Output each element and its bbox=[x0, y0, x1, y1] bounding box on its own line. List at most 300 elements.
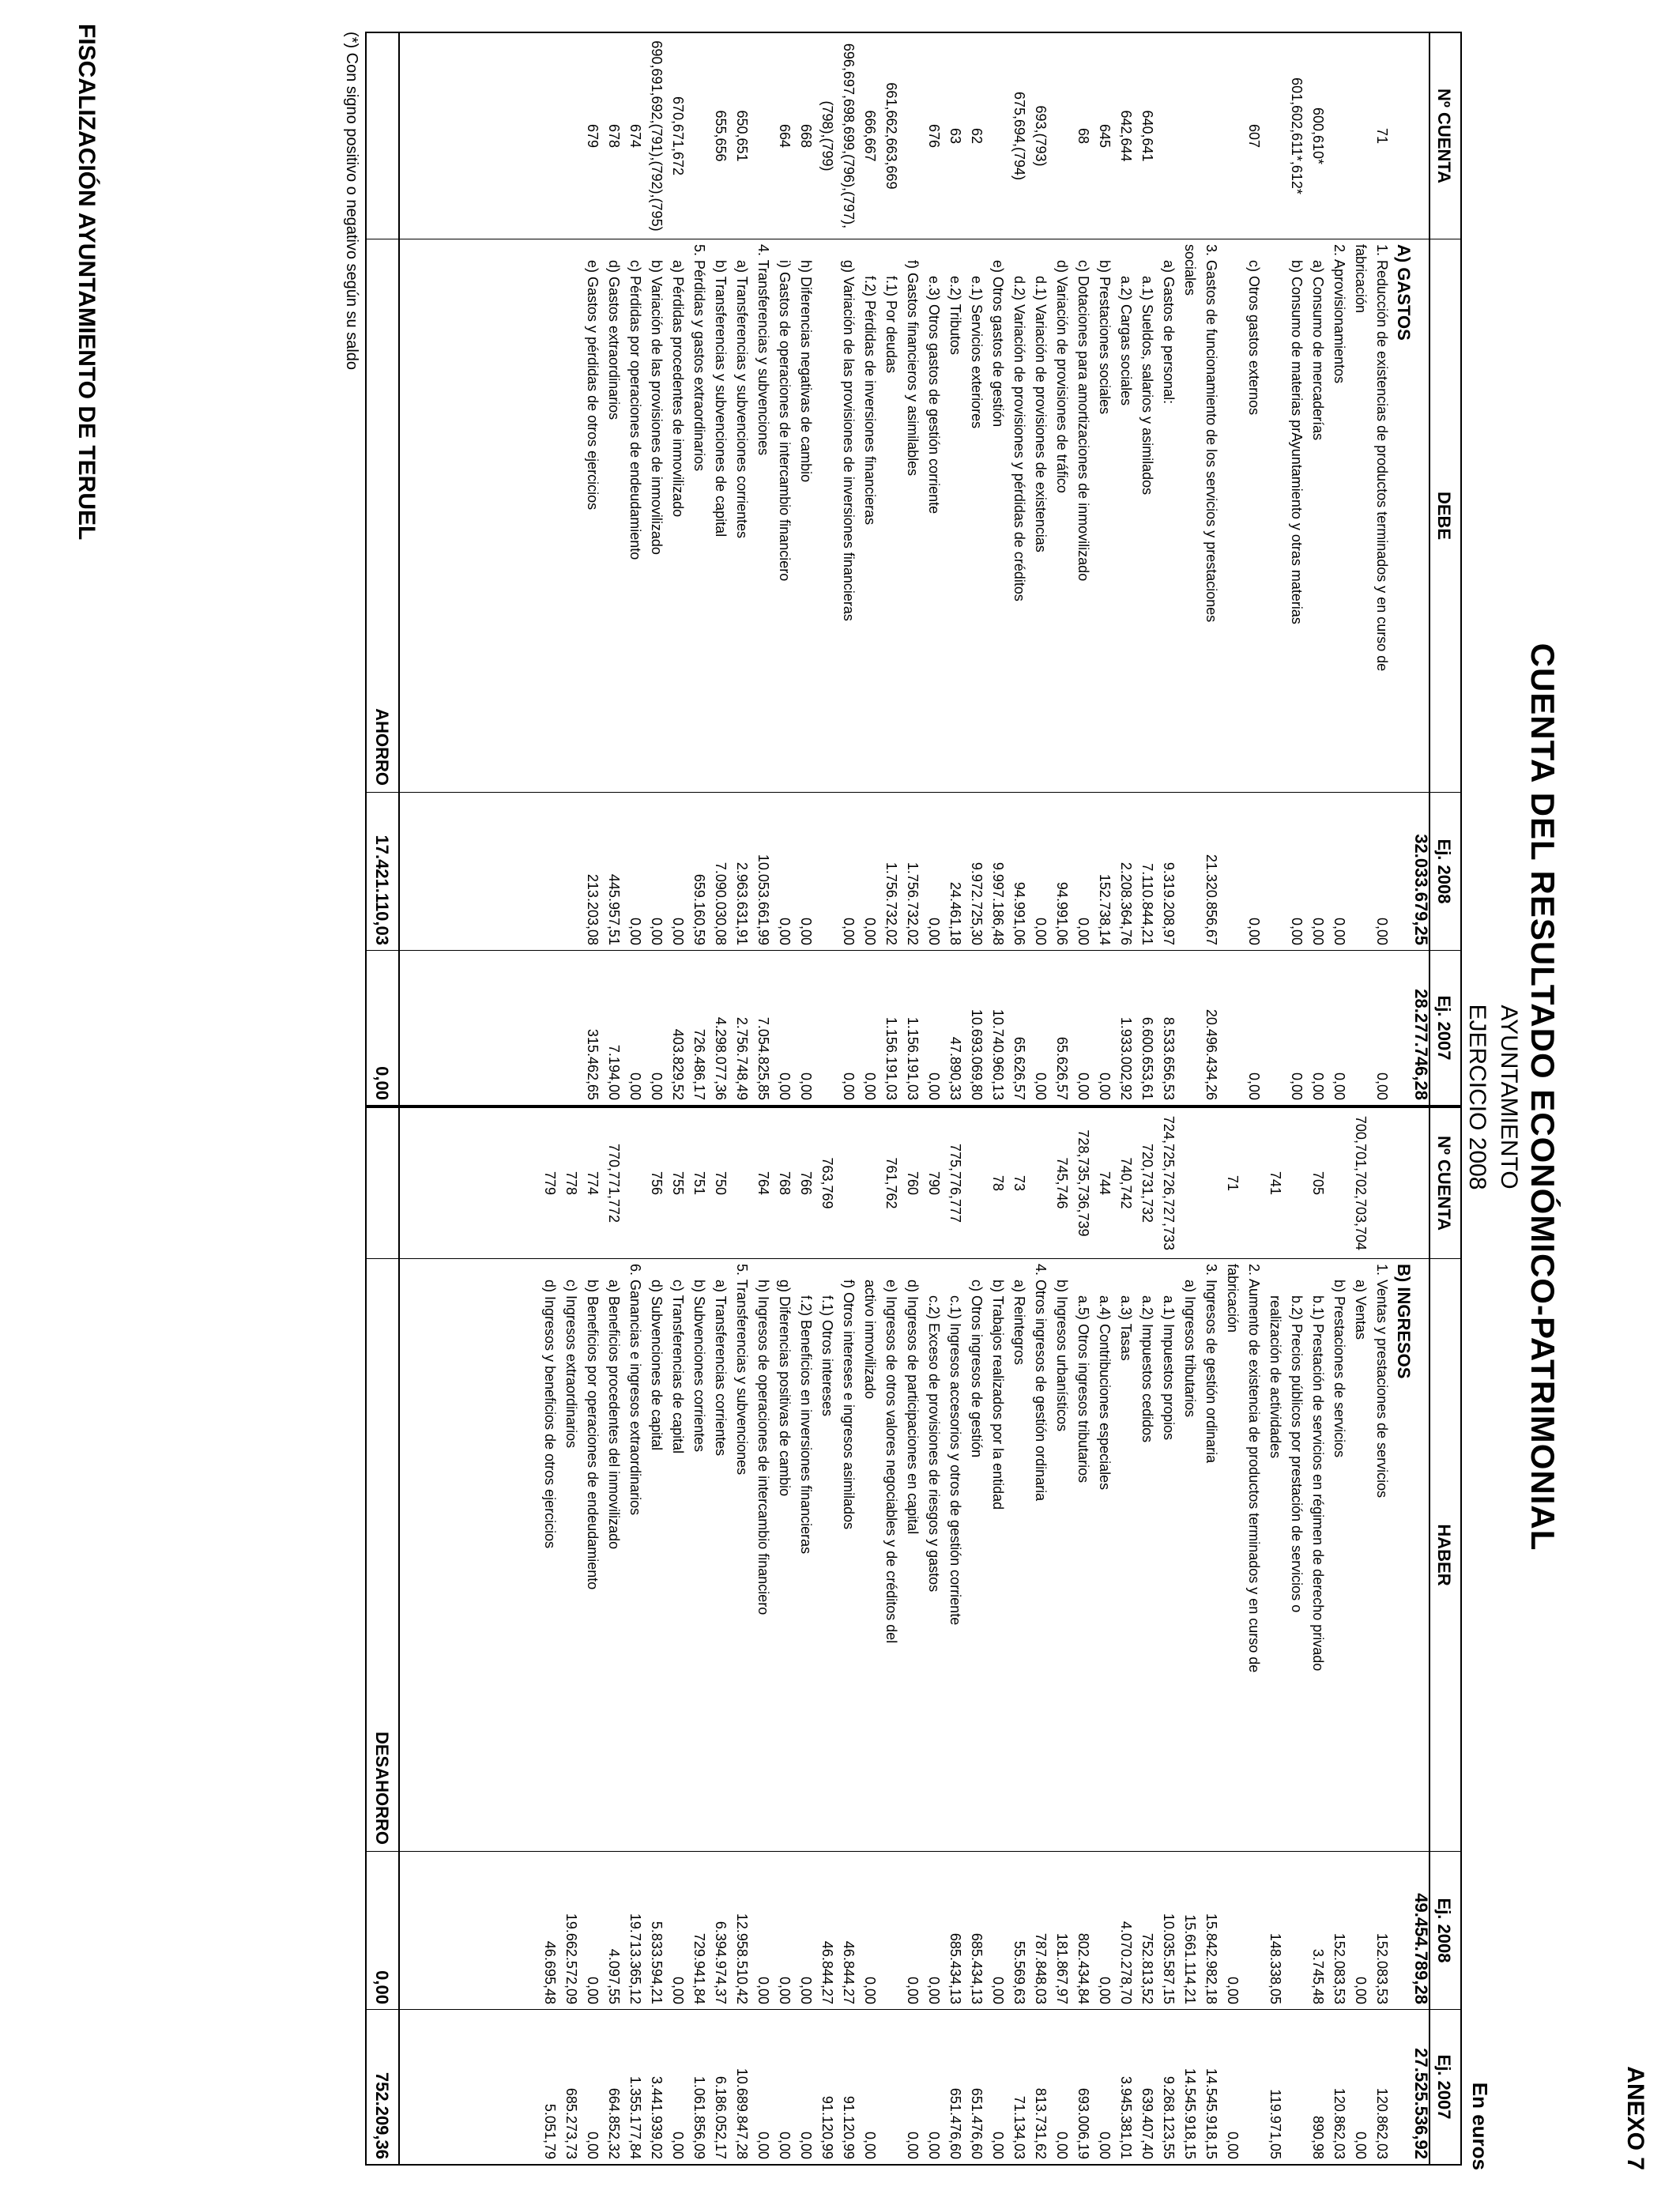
haber-account-header: Nº CUENTA bbox=[1434, 1135, 1454, 1231]
debe-row-concept: c) Pérdidas por operaciones de endeudamiento bbox=[627, 244, 643, 560]
haber-row-account bbox=[1182, 1108, 1198, 1258]
debe-row-concept: 5. Pérdidas y gastos extraordinarios bbox=[691, 244, 707, 472]
debe-row-y2007: 6.600.653,61 bbox=[1139, 1016, 1155, 1100]
debe-row-concept bbox=[1225, 239, 1241, 792]
debe-row-y2008: 152.738,14 bbox=[1097, 873, 1113, 945]
debe-row-y2007: 315.462,65 bbox=[585, 1028, 601, 1100]
haber-row-account: 775,776,777 bbox=[947, 1143, 963, 1223]
debe-row-y2008: 0,00 bbox=[1332, 917, 1347, 945]
haber-row-y2008: 19.662.572,09 bbox=[563, 1913, 579, 2004]
debe-row-account: 675,694,(794) bbox=[1011, 91, 1027, 181]
debe-row-concept: a) Gastos de personal: bbox=[1161, 244, 1177, 405]
haber-row-y2007: 0,00 bbox=[585, 2131, 601, 2159]
debe-row-concept: fabricación bbox=[1353, 244, 1369, 314]
debe-row-concept: b) Variación de las provisiones de inmovilizado bbox=[649, 244, 665, 555]
haber-row-y2008: 10.035.587,15 bbox=[1161, 1913, 1177, 2004]
debe-row-y2007: 0,00 bbox=[862, 1072, 878, 1100]
debe-row-y2008: 9.997.186,48 bbox=[990, 861, 1006, 945]
haber-row-concept: b) Trabajos realizados por la entidad bbox=[990, 1264, 1006, 1510]
debe-row-y2007: 0,00 bbox=[798, 1072, 814, 1100]
haber-row-account: 744 bbox=[1097, 1171, 1113, 1196]
debe-row-concept: a) Consumo de mercaderías bbox=[1310, 244, 1326, 441]
haber-row-concept: a.1) Impuestos propios bbox=[1161, 1264, 1177, 1441]
debe-row-account: 68 bbox=[1075, 127, 1091, 145]
debe-row-concept: c) Otros gastos externos bbox=[1246, 244, 1262, 416]
desahorro-label: DESAHORRO bbox=[372, 1731, 392, 1845]
haber-row-y2007: 120.862,03 bbox=[1332, 2087, 1347, 2159]
haber-row-y2008: 152.083,53 bbox=[1332, 1932, 1347, 2004]
organization-header: FISCALIZACIÓN AYUNTAMIENTO DE TERUEL bbox=[73, 24, 100, 541]
debe-row-y2007: 0,00 bbox=[777, 1072, 793, 1100]
haber-row-y2008 bbox=[883, 1852, 899, 2009]
haber-row-y2008: 19.713.365,12 bbox=[627, 1913, 643, 2004]
haber-2008-total: 49.454.789,28 bbox=[1411, 1893, 1431, 2004]
debe-row-y2007: 10.740.960,13 bbox=[990, 1008, 1006, 1100]
haber-row-y2008: 802.434,84 bbox=[1075, 1932, 1091, 2004]
debe-row-y2008: 7.090.030,08 bbox=[713, 861, 729, 945]
haber-row-y2007: 10.689.847,28 bbox=[734, 2068, 750, 2159]
haber-row-concept: fabricación bbox=[1225, 1264, 1241, 1333]
debe-row-y2008: 659.160,59 bbox=[691, 873, 707, 945]
debe-row-y2008: 0,00 bbox=[1246, 917, 1262, 945]
haber-row-y2008: 0,00 bbox=[1225, 1976, 1241, 2004]
haber-row-y2007: 0,00 bbox=[755, 2131, 771, 2159]
debe-row-y2007: 0,00 bbox=[649, 1072, 665, 1100]
debe-row-account: 668 bbox=[798, 123, 814, 149]
haber-row-y2008: 0,00 bbox=[755, 1976, 771, 2004]
haber-row-account bbox=[1203, 1108, 1219, 1258]
debe-row-account: 645 bbox=[1097, 123, 1113, 149]
haber-row-concept: g) Diferencias positivas de cambio bbox=[777, 1264, 793, 1497]
haber-row-y2007 bbox=[1246, 2010, 1262, 2164]
debe-row-y2007: 0,00 bbox=[926, 1072, 942, 1100]
haber-row-y2008: 4.097,55 bbox=[606, 1948, 622, 2004]
currency-unit: En euros bbox=[1468, 2082, 1492, 2170]
haber-row-account bbox=[1289, 1108, 1305, 1258]
haber-table bbox=[365, 1106, 1462, 2166]
debe-row-y2008: 445.957,51 bbox=[606, 873, 622, 945]
haber-row-concept: e) Ingresos de otros valores negociables y de créditos del bbox=[883, 1264, 899, 1644]
debe-row-y2007: 0,00 bbox=[1332, 1072, 1347, 1100]
haber-row-account: 770,771,772 bbox=[606, 1143, 622, 1223]
debe-row-y2008: 0,00 bbox=[926, 917, 942, 945]
haber-row-account: 766 bbox=[798, 1171, 814, 1196]
haber-row-concept: realización de actividades bbox=[1268, 1264, 1283, 1459]
debe-row-y2008: 1.756.732,02 bbox=[883, 861, 899, 945]
debe-row-y2007 bbox=[1182, 951, 1198, 1105]
debe-2008-header: Ej. 2008 bbox=[1434, 839, 1454, 904]
haber-row-concept: 3. Ingresos de gestión ordinaria bbox=[1203, 1264, 1219, 1464]
haber-row-concept: c.2) Exceso de provisiones de riesgos y gastos bbox=[926, 1264, 942, 1593]
debe-row-y2008 bbox=[1182, 793, 1198, 950]
haber-row-account bbox=[1374, 1108, 1390, 1258]
debe-row-y2008: 0,00 bbox=[798, 917, 814, 945]
debe-row-y2007: 7.054.825,85 bbox=[755, 1016, 771, 1100]
debe-row-account: 696,697,698,699,(796),(797), bbox=[841, 43, 857, 229]
haber-row-y2007: 693.006,19 bbox=[1075, 2087, 1091, 2159]
haber-row-account: 724,725,726,727,733 bbox=[1161, 1115, 1177, 1251]
debe-row-account: 601,602,611*,612* bbox=[1289, 77, 1305, 194]
debe-row-y2007: 403.829,52 bbox=[670, 1028, 686, 1100]
debe-row-y2007: 4.298.077,36 bbox=[713, 1016, 729, 1100]
debe-row-concept: i) Gastos de operaciones de intercambio financiero bbox=[777, 244, 793, 582]
debe-row-account bbox=[691, 33, 707, 239]
haber-2008-header: Ej. 2008 bbox=[1434, 1898, 1454, 1963]
haber-row-y2007: 14.545.918,15 bbox=[1203, 2068, 1219, 2159]
debe-row-account bbox=[905, 33, 921, 239]
debe-row-concept: 4. Transferencias y subvenciones bbox=[755, 244, 771, 456]
debe-row-y2008: 0,00 bbox=[1289, 917, 1305, 945]
haber-row-y2007: 1.355.177,84 bbox=[627, 2075, 643, 2159]
haber-row-account: 790 bbox=[926, 1171, 942, 1196]
haber-row-concept: b.2) Precios públicos por prestación de servicios o bbox=[1289, 1264, 1305, 1613]
haber-row-account bbox=[734, 1108, 750, 1258]
haber-2007-total: 27.525.536,92 bbox=[1411, 2048, 1431, 2159]
haber-row-y2007: 639.407,40 bbox=[1139, 2087, 1155, 2159]
debe-row-concept: c) Dotaciones para amortizaciones de inmovilizado bbox=[1075, 244, 1091, 582]
debe-row-concept: d.2) Variación de provisiones y pérdidas de créditos bbox=[1011, 244, 1027, 601]
debe-row-y2007: 65.626,57 bbox=[1011, 1036, 1027, 1100]
haber-row-concept: c.1) Ingresos accesorios y otros de gestión corriente bbox=[947, 1264, 963, 1626]
debe-row-y2007: 0,00 bbox=[1289, 1072, 1305, 1100]
debe-row-y2008: 0,00 bbox=[1374, 917, 1390, 945]
debe-row-y2008: 94.991,06 bbox=[1011, 881, 1027, 945]
haber-row-y2008 bbox=[1246, 1852, 1262, 2009]
debe-table bbox=[365, 32, 1462, 1106]
haber-row-y2007: 0,00 bbox=[926, 2131, 942, 2159]
debe-row-y2008: 0,00 bbox=[841, 917, 857, 945]
haber-row-y2008: 0,00 bbox=[926, 1976, 942, 2004]
fiscal-year: EJERCICIO 2008 bbox=[1464, 1004, 1490, 1190]
haber-row-account bbox=[1033, 1108, 1049, 1258]
haber-row-y2008: 685.434,13 bbox=[969, 1932, 985, 2004]
debe-row-concept: a.2) Cargas sociales bbox=[1118, 244, 1134, 406]
debe-row-account: 666,667 bbox=[862, 110, 878, 162]
haber-row-concept: f) Otros intereses e ingresos asimilados bbox=[841, 1264, 857, 1530]
debe-row-concept: a) Transferencias y subvenciones corrientes bbox=[734, 244, 750, 539]
debe-2007-header: Ej. 2007 bbox=[1434, 995, 1454, 1061]
haber-row-y2007: 0,00 bbox=[1353, 2131, 1369, 2159]
haber-row-concept: a.5) Otros ingresos tributarios bbox=[1075, 1264, 1091, 1483]
haber-row-y2008: 6.394.974,37 bbox=[713, 1921, 729, 2004]
debe-row-concept bbox=[1268, 239, 1283, 792]
haber-row-y2008: 0,00 bbox=[990, 1976, 1006, 2004]
debe-row-concept: b) Transferencias y subvenciones de capital bbox=[713, 244, 729, 537]
haber-row-y2008: 46.844,27 bbox=[819, 1940, 835, 2004]
debe-row-account: 670,671,672 bbox=[670, 96, 686, 176]
debe-row-concept: e) Otros gastos de gestión bbox=[990, 244, 1006, 428]
debe-row-y2007: 1.933.002,92 bbox=[1118, 1016, 1134, 1100]
haber-row-concept: a) Transferencias corrientes bbox=[713, 1264, 729, 1457]
debe-row-account: 690,691,692,(791),(792),(795) bbox=[649, 40, 665, 232]
haber-row-y2008: 752.813,52 bbox=[1139, 1932, 1155, 2004]
haber-row-y2008: 148.338,05 bbox=[1268, 1932, 1283, 2004]
debe-row-account bbox=[1225, 33, 1241, 239]
debe-row-y2008: 2.208.364,76 bbox=[1118, 861, 1134, 945]
debe-row-y2008 bbox=[1396, 793, 1411, 950]
haber-row-account: 751 bbox=[691, 1171, 707, 1196]
haber-2007-header: Ej. 2007 bbox=[1434, 2054, 1454, 2120]
haber-row-account: 78 bbox=[990, 1174, 1006, 1192]
debe-row-concept: a) Pérdidas procedentes de inmovilizado bbox=[670, 244, 686, 518]
debe-row-y2007: 0,00 bbox=[841, 1072, 857, 1100]
haber-account-column bbox=[367, 1108, 1460, 1258]
haber-row-concept: d) Ingresos y beneficios de otros ejercicios bbox=[542, 1264, 558, 1549]
debe-row-concept: e.2) Tributos bbox=[947, 244, 963, 356]
haber-row-concept: a) Reintegros bbox=[1011, 1264, 1027, 1366]
debe-row-account: 642,644 bbox=[1118, 110, 1134, 162]
debe-row-y2007: 8.533.656,53 bbox=[1161, 1016, 1177, 1100]
haber-row-account: 700,701,702,703,704 bbox=[1353, 1115, 1369, 1251]
haber-row-y2008: 729.941,84 bbox=[691, 1932, 707, 2004]
haber-row-account bbox=[969, 1108, 985, 1258]
debe-row-concept: f) Gastos financieros y asimilables bbox=[905, 244, 921, 477]
debe-row-concept: f.2) Pérdidas de inversiones financieras bbox=[862, 244, 878, 526]
haber-row-y2007: 91.120,99 bbox=[841, 2095, 857, 2159]
debe-row-concept: b) Prestaciones sociales bbox=[1097, 244, 1113, 415]
haber-row-y2007: 71.134,03 bbox=[1011, 2095, 1027, 2159]
debe-row-account: (798),(799) bbox=[819, 100, 835, 172]
haber-row-account bbox=[627, 1108, 643, 1258]
debe-row-y2007 bbox=[1268, 951, 1283, 1105]
debe-row-y2008 bbox=[1353, 793, 1369, 950]
haber-row-y2008 bbox=[1289, 1852, 1305, 2009]
debe-row-concept: e.1) Servicios exteriores bbox=[969, 244, 985, 429]
debe-row-y2008: 94.991,06 bbox=[1054, 881, 1070, 945]
debe-row-y2008: 21.320.856,67 bbox=[1203, 854, 1219, 945]
haber-row-concept: d) Subvenciones de capital bbox=[649, 1264, 665, 1451]
debe-row-account: 71 bbox=[1374, 127, 1390, 145]
haber-row-y2008: 15.842.982,18 bbox=[1203, 1913, 1219, 2004]
haber-row-concept: b) Subvenciones corrientes bbox=[691, 1264, 707, 1453]
haber-row-y2007: 14.545.918,15 bbox=[1182, 2068, 1198, 2159]
haber-row-concept: d) Ingresos de participaciones en capital bbox=[905, 1264, 921, 1535]
debe-row-y2008 bbox=[819, 793, 835, 950]
debe-row-account bbox=[1054, 33, 1070, 239]
debe-row-y2008: 0,00 bbox=[649, 917, 665, 945]
debe-row-account bbox=[1182, 33, 1198, 239]
debe-row-concept: e.3) Otros gastos de gestión corriente bbox=[926, 244, 942, 515]
debe-row-y2008: 9.972.725,30 bbox=[969, 861, 985, 945]
haber-row-y2007 bbox=[1289, 2010, 1305, 2164]
haber-row-y2007: 813.731,62 bbox=[1033, 2087, 1049, 2159]
debe-row-y2008: 0,00 bbox=[1310, 917, 1326, 945]
haber-row-concept: a.3) Tasas bbox=[1118, 1264, 1134, 1361]
debe-row-y2007: 20.496.434,26 bbox=[1203, 1008, 1219, 1100]
debe-2007-column bbox=[367, 950, 1460, 1105]
haber-row-account: 705 bbox=[1310, 1171, 1326, 1196]
debe-row-account bbox=[1161, 33, 1177, 239]
haber-row-y2008: 152.083,53 bbox=[1374, 1932, 1390, 2004]
debe-row-account: 640,641 bbox=[1139, 110, 1155, 162]
debe-row-concept: f.1) Por deudas bbox=[883, 244, 899, 374]
haber-concept-header: HABER bbox=[1434, 1524, 1454, 1586]
debe-row-y2008: 0,00 bbox=[777, 917, 793, 945]
debe-row-y2007: 0,00 bbox=[1246, 1072, 1262, 1100]
debe-row-account: 678 bbox=[606, 123, 622, 149]
debe-account-header: Nº CUENTA bbox=[1434, 88, 1454, 184]
haber-row-account: 73 bbox=[1011, 1174, 1027, 1192]
debe-2008-column bbox=[367, 792, 1460, 950]
haber-row-y2008: 0,00 bbox=[862, 1976, 878, 2004]
haber-row-account bbox=[841, 1108, 857, 1258]
haber-row-y2007: 0,00 bbox=[798, 2131, 814, 2159]
haber-row-y2008: 0,00 bbox=[585, 1976, 601, 2004]
debe-row-y2007: 7.194,00 bbox=[606, 1044, 622, 1100]
haber-concept-column bbox=[367, 1258, 1460, 1851]
debe-row-y2008: 2.963.631,91 bbox=[734, 861, 750, 945]
haber-row-concept: a.2) Impuestos cedidos bbox=[1139, 1264, 1155, 1443]
haber-row-y2007: 0,00 bbox=[905, 2131, 921, 2159]
haber-row-account: 764 bbox=[755, 1171, 771, 1196]
debe-row-y2007: 0,00 bbox=[1097, 1072, 1113, 1100]
debe-row-y2007: 0,00 bbox=[1075, 1072, 1091, 1100]
debe-row-account bbox=[1268, 33, 1283, 239]
debe-row-y2007 bbox=[1396, 951, 1411, 1105]
haber-row-y2007: 651.476,60 bbox=[969, 2087, 985, 2159]
debe-row-concept: d.1) Variación de provisiones de existencias bbox=[1033, 244, 1049, 552]
haber-row-y2008: 46.844,27 bbox=[841, 1940, 857, 2004]
haber-row-y2008: 3.745,48 bbox=[1310, 1948, 1326, 2004]
haber-row-y2008: 4.070.278,70 bbox=[1118, 1921, 1134, 2004]
debe-row-y2008: 0,00 bbox=[670, 917, 686, 945]
haber-row-concept: a.4) Contribuciones especiales bbox=[1097, 1264, 1113, 1491]
haber-row-concept: 6. Ganancias e ingresos extraordinarios bbox=[627, 1264, 643, 1516]
debe-row-y2007: 726.486,17 bbox=[691, 1028, 707, 1100]
haber-row-concept: h) Ingresos de operaciones de intercambio financiero bbox=[755, 1264, 771, 1615]
haber-row-account: 778 bbox=[563, 1171, 579, 1196]
haber-row-concept: B) INGRESOS bbox=[1394, 1264, 1414, 1379]
debe-row-y2008: 7.110.844,21 bbox=[1139, 863, 1155, 945]
haber-row-account: 755 bbox=[670, 1171, 686, 1196]
ahorro-label: AHORRO bbox=[372, 708, 392, 786]
haber-row-account: 720,731,732 bbox=[1139, 1143, 1155, 1223]
haber-row-account: 768 bbox=[777, 1171, 793, 1196]
haber-row-concept: c) Ingresos extraordinarios bbox=[563, 1264, 579, 1449]
debe-row-concept: 1. Reducción de existencias de productos terminados y en curso de bbox=[1374, 244, 1390, 672]
debe-row-concept: d) Variación de provisiones de tráfico bbox=[1054, 244, 1070, 493]
haber-row-y2007: 651.476,60 bbox=[947, 2087, 963, 2159]
debe-row-account: 661,662,663,669 bbox=[883, 82, 899, 190]
debe-row-concept: b) Consumo de materias prAyuntamiento y otras materias bbox=[1289, 244, 1305, 624]
document-title: CUENTA DEL RESULTADO ECONÓMICO-PATRIMONIAL bbox=[1524, 643, 1561, 1551]
haber-row-concept: a) Ventas bbox=[1353, 1264, 1369, 1340]
debe-row-y2008: 0,00 bbox=[1033, 917, 1049, 945]
debe-row-y2007: 47.890,33 bbox=[947, 1036, 963, 1100]
haber-row-y2007: 0,00 bbox=[1054, 2131, 1070, 2159]
ahorro-2008: 17.421.110,03 bbox=[372, 835, 392, 945]
debe-row-account: 655,656 bbox=[713, 110, 729, 162]
debe-row-y2008 bbox=[1225, 793, 1241, 950]
haber-row-y2007: 120.862,03 bbox=[1374, 2087, 1390, 2159]
footnote: (*) Con signo positivo o negativo según su saldo bbox=[343, 32, 360, 371]
debe-2007-total: 28.277.746,28 bbox=[1411, 989, 1431, 1100]
debe-row-y2008: 1.756.732,02 bbox=[905, 861, 921, 945]
haber-2007-column bbox=[367, 2009, 1460, 2164]
haber-row-account: 774 bbox=[585, 1171, 601, 1196]
debe-account-column bbox=[367, 33, 1460, 239]
debe-row-account: 679 bbox=[585, 123, 601, 149]
haber-row-concept: 5. Transferencias y subvenciones bbox=[734, 1264, 750, 1476]
debe-2008-total: 32.033.679,25 bbox=[1411, 834, 1431, 945]
debe-row-concept: 2. Aprovisionamientos bbox=[1332, 244, 1347, 384]
debe-row-account: 664 bbox=[777, 123, 793, 149]
haber-row-y2007: 5.051,79 bbox=[542, 2103, 558, 2159]
haber-row-y2008: 0,00 bbox=[905, 1976, 921, 2004]
debe-row-account: 676 bbox=[926, 123, 942, 149]
haber-row-y2007 bbox=[883, 2010, 899, 2164]
debe-row-concept: h) Diferencias negativas de cambio bbox=[798, 244, 814, 483]
debe-row-account: 63 bbox=[947, 127, 963, 145]
haber-row-y2007: 664.852,32 bbox=[606, 2087, 622, 2159]
debe-row-concept: d) Gastos extraordinarios bbox=[606, 244, 622, 420]
debe-concept-header: DEBE bbox=[1434, 491, 1454, 541]
debe-row-y2007: 2.756.748,49 bbox=[734, 1016, 750, 1100]
debe-row-y2008: 0,00 bbox=[862, 917, 878, 945]
debe-row-concept: A) GASTOS bbox=[1394, 244, 1414, 341]
debe-row-y2007 bbox=[1353, 951, 1369, 1105]
debe-row-account: 600,610* bbox=[1310, 107, 1326, 165]
debe-row-concept bbox=[819, 239, 835, 792]
debe-row-y2007: 0,00 bbox=[1033, 1072, 1049, 1100]
haber-row-account: 756 bbox=[649, 1171, 665, 1196]
haber-row-account: 760 bbox=[905, 1171, 921, 1196]
haber-row-y2007: 6.186.052,17 bbox=[713, 2075, 729, 2159]
debe-row-y2007: 0,00 bbox=[1310, 1072, 1326, 1100]
haber-row-concept: 2. Aumento de existencia de productos terminados y en curso de bbox=[1246, 1264, 1262, 1673]
haber-row-concept: c) Otros ingresos de gestión bbox=[969, 1264, 985, 1458]
debe-row-y2008: 0,00 bbox=[1075, 917, 1091, 945]
debe-row-y2007: 1.156.191,03 bbox=[905, 1016, 921, 1100]
haber-row-y2008: 12.958.510,42 bbox=[734, 1913, 750, 2004]
debe-row-account: 693,(793) bbox=[1033, 105, 1049, 167]
debe-row-account bbox=[1396, 33, 1411, 239]
haber-row-y2008: 46.695,48 bbox=[542, 1940, 558, 2004]
debe-row-concept: sociales bbox=[1182, 244, 1198, 296]
debe-row-y2008: 9.319.208,97 bbox=[1161, 861, 1177, 945]
debe-row-y2008: 24.461,18 bbox=[947, 881, 963, 945]
debe-row-account bbox=[990, 33, 1006, 239]
haber-row-account bbox=[1332, 1108, 1347, 1258]
haber-row-y2008: 181.867,97 bbox=[1054, 1932, 1070, 2004]
haber-row-concept: a) Beneficios procedentes del inmovilizado bbox=[606, 1264, 622, 1550]
haber-row-account: 750 bbox=[713, 1171, 729, 1196]
haber-row-y2007: 685.273,73 bbox=[563, 2087, 579, 2159]
debe-row-y2008: 0,00 bbox=[627, 917, 643, 945]
haber-row-account bbox=[862, 1108, 878, 1258]
haber-row-y2007: 91.120,99 bbox=[819, 2095, 835, 2159]
debe-row-y2008: 10.053.661,99 bbox=[755, 854, 771, 945]
haber-row-y2008: 0,00 bbox=[670, 1976, 686, 2004]
haber-row-concept: activo inmovilizado bbox=[862, 1264, 878, 1400]
debe-row-y2007: 0,00 bbox=[1374, 1072, 1390, 1100]
debe-row-account bbox=[1353, 33, 1369, 239]
debe-row-y2008 bbox=[1268, 793, 1283, 950]
haber-row-y2008: 787.848,03 bbox=[1033, 1932, 1049, 2004]
haber-row-y2008 bbox=[1396, 1852, 1411, 2009]
haber-row-concept: f.2) Beneficios en inversiones financieras bbox=[798, 1264, 814, 1555]
haber-row-account: 745,746 bbox=[1054, 1157, 1070, 1209]
debe-row-y2007: 0,00 bbox=[627, 1072, 643, 1100]
haber-row-account: 741 bbox=[1268, 1171, 1283, 1196]
haber-row-y2008: 685.434,13 bbox=[947, 1932, 963, 2004]
haber-row-y2007: 0,00 bbox=[777, 2131, 793, 2159]
haber-row-account: 740,742 bbox=[1118, 1157, 1134, 1209]
haber-row-y2008: 5.833.594,21 bbox=[649, 1921, 665, 2004]
haber-row-y2007: 0,00 bbox=[862, 2131, 878, 2159]
haber-row-y2007: 3.441.939,02 bbox=[649, 2075, 665, 2159]
haber-row-y2007: 0,00 bbox=[1225, 2131, 1241, 2159]
